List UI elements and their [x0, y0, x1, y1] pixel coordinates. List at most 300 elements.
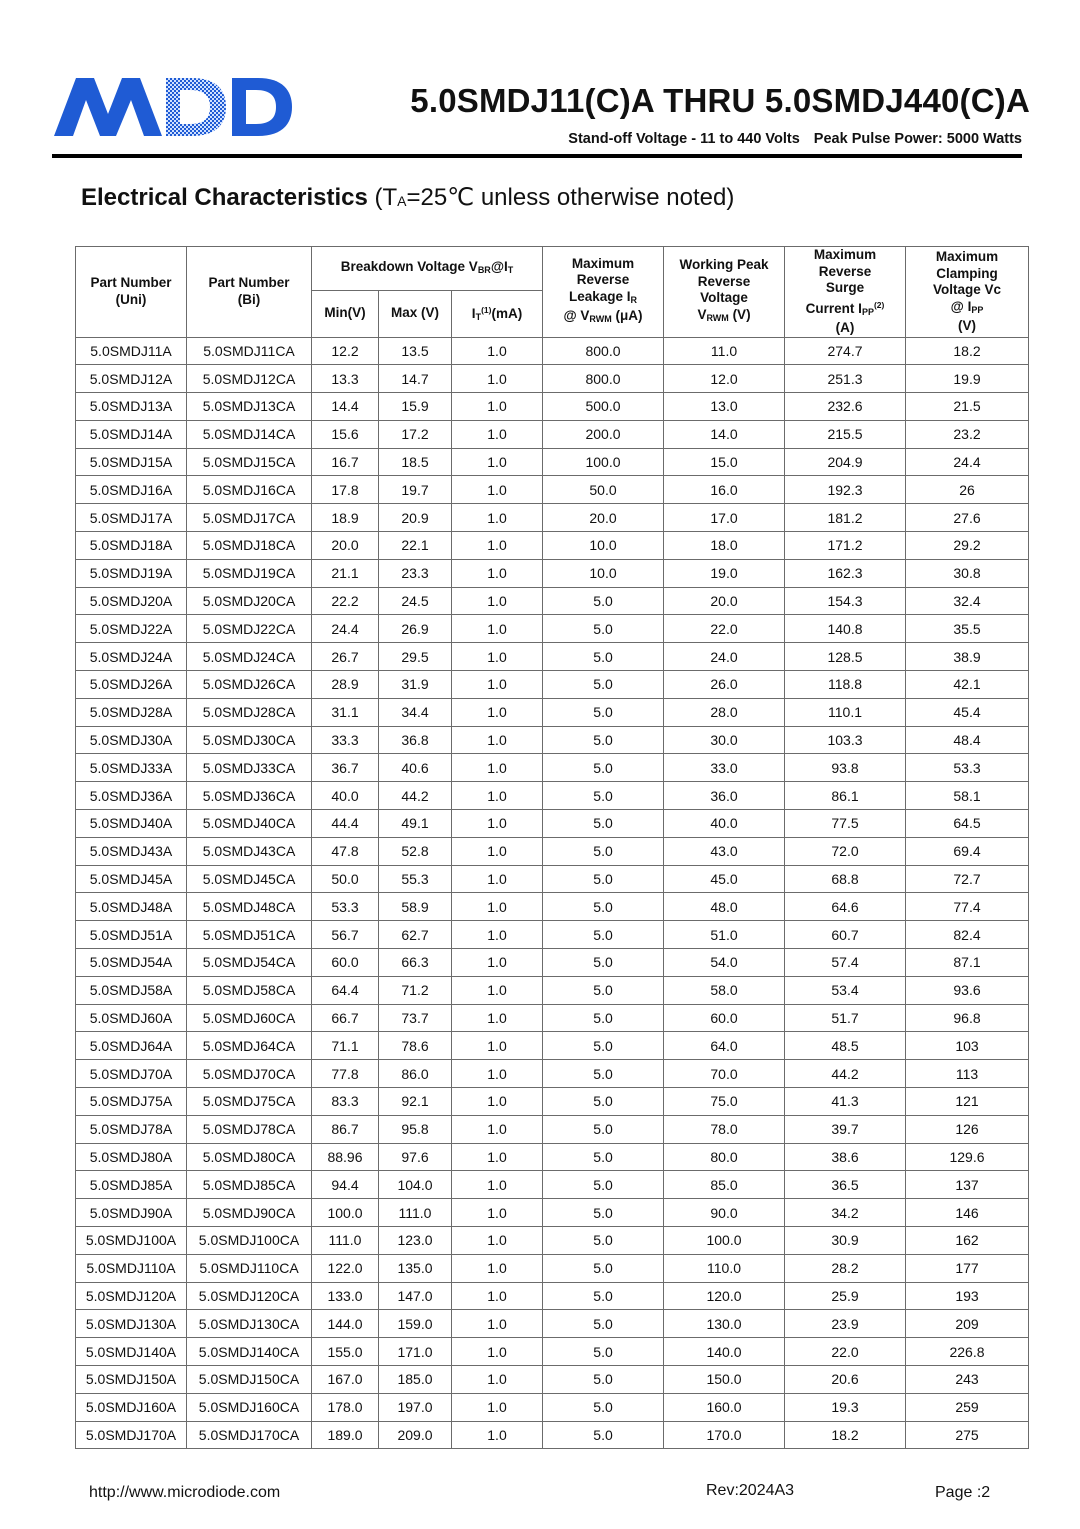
- table-row: [76, 1227, 1029, 1255]
- cell-part-bi: 5.0SMDJ80CA: [187, 1143, 312, 1171]
- cell-vbr-min: 12.2: [312, 337, 379, 365]
- cell-part-uni: 5.0SMDJ160A: [76, 1393, 187, 1421]
- cell-leakage: 100.0: [543, 448, 664, 476]
- cell-leakage: 5.0: [543, 698, 664, 726]
- cell-vbr-min: 155.0: [312, 1338, 379, 1366]
- mdd-logo: [54, 76, 294, 138]
- cell-ipp: 18.2: [785, 1421, 906, 1449]
- cell-vrwm: 33.0: [664, 754, 785, 782]
- cell-vrwm: 80.0: [664, 1143, 785, 1171]
- table-row: [76, 726, 1029, 754]
- cell-part-bi: 5.0SMDJ30CA: [187, 726, 312, 754]
- cell-ipp: 110.1: [785, 698, 906, 726]
- cell-vrwm: 110.0: [664, 1254, 785, 1282]
- cell-part-bi: 5.0SMDJ170CA: [187, 1421, 312, 1449]
- cell-part-bi: 5.0SMDJ24CA: [187, 643, 312, 671]
- cell-it: 1.0: [452, 504, 543, 532]
- cell-vc: 42.1: [906, 671, 1029, 699]
- cell-ipp: 215.5: [785, 420, 906, 448]
- footer-page-number: Page :2: [935, 1484, 991, 1501]
- cell-vbr-min: 178.0: [312, 1393, 379, 1421]
- cell-vrwm: 54.0: [664, 949, 785, 977]
- cell-it: 1.0: [452, 1393, 543, 1421]
- table-row: [76, 587, 1029, 615]
- table-row: [76, 865, 1029, 893]
- cell-vbr-max: 78.6: [379, 1032, 452, 1060]
- table-row: [76, 1365, 1029, 1393]
- table-row: [76, 365, 1029, 393]
- cell-leakage: 5.0: [543, 949, 664, 977]
- cell-ipp: 128.5: [785, 643, 906, 671]
- cell-part-bi: 5.0SMDJ18CA: [187, 532, 312, 560]
- footer-revision: Rev:2024A3: [706, 1482, 795, 1499]
- cell-part-uni: 5.0SMDJ11A: [76, 337, 187, 365]
- cell-ipp: 57.4: [785, 949, 906, 977]
- cell-vc: 32.4: [906, 587, 1029, 615]
- cell-part-uni: 5.0SMDJ48A: [76, 893, 187, 921]
- cell-part-uni: 5.0SMDJ16A: [76, 476, 187, 504]
- cell-vc: 126: [906, 1115, 1029, 1143]
- table-row: [76, 949, 1029, 977]
- cell-leakage: 5.0: [543, 865, 664, 893]
- cell-part-uni: 5.0SMDJ130A: [76, 1310, 187, 1338]
- cell-vrwm: 28.0: [664, 698, 785, 726]
- cell-part-bi: 5.0SMDJ43CA: [187, 837, 312, 865]
- cell-vbr-min: 24.4: [312, 615, 379, 643]
- cell-part-uni: 5.0SMDJ17A: [76, 504, 187, 532]
- cell-leakage: 5.0: [543, 1393, 664, 1421]
- cell-leakage: 10.0: [543, 532, 664, 560]
- cell-leakage: 200.0: [543, 420, 664, 448]
- cell-part-uni: 5.0SMDJ51A: [76, 921, 187, 949]
- cell-vbr-max: 14.7: [379, 365, 452, 393]
- cell-it: 1.0: [452, 671, 543, 699]
- cell-it: 1.0: [452, 698, 543, 726]
- document-subtitle: [568, 131, 1022, 147]
- cell-vbr-min: 64.4: [312, 976, 379, 1004]
- cell-ipp: 39.7: [785, 1115, 906, 1143]
- cell-vc: 226.8: [906, 1338, 1029, 1366]
- col-header-min: Min(V): [312, 290, 379, 337]
- table-row: [76, 1282, 1029, 1310]
- cell-vrwm: 130.0: [664, 1310, 785, 1338]
- cell-vrwm: 45.0: [664, 865, 785, 893]
- cell-it: 1.0: [452, 1171, 543, 1199]
- cell-part-uni: 5.0SMDJ54A: [76, 949, 187, 977]
- cell-vrwm: 78.0: [664, 1115, 785, 1143]
- cell-part-bi: 5.0SMDJ54CA: [187, 949, 312, 977]
- cell-part-bi: 5.0SMDJ75CA: [187, 1088, 312, 1116]
- table-row: [76, 643, 1029, 671]
- col-header-part-bi: Part Number (Bi): [187, 247, 312, 338]
- cell-vc: 38.9: [906, 643, 1029, 671]
- table-row: [76, 1171, 1029, 1199]
- section-title-main: Electrical Characteristics: [81, 184, 368, 211]
- cell-vbr-max: 49.1: [379, 810, 452, 838]
- cell-it: 1.0: [452, 837, 543, 865]
- table-row: [76, 671, 1029, 699]
- cell-it: 1.0: [452, 559, 543, 587]
- cell-vc: 259: [906, 1393, 1029, 1421]
- cell-vbr-min: 18.9: [312, 504, 379, 532]
- cell-vbr-max: 44.2: [379, 782, 452, 810]
- cell-part-uni: 5.0SMDJ170A: [76, 1421, 187, 1449]
- cell-vbr-max: 34.4: [379, 698, 452, 726]
- col-header-breakdown-voltage: Breakdown Voltage VBR@IT: [312, 247, 543, 291]
- cell-part-uni: 5.0SMDJ100A: [76, 1227, 187, 1255]
- cell-part-bi: 5.0SMDJ110CA: [187, 1254, 312, 1282]
- cell-part-uni: 5.0SMDJ140A: [76, 1338, 187, 1366]
- cell-vrwm: 48.0: [664, 893, 785, 921]
- cell-ipp: 93.8: [785, 754, 906, 782]
- cell-ipp: 53.4: [785, 976, 906, 1004]
- cell-it: 1.0: [452, 810, 543, 838]
- cell-vbr-min: 100.0: [312, 1199, 379, 1227]
- section-condition-rest: =25℃ unless otherwise noted): [406, 184, 735, 211]
- cell-it: 1.0: [452, 1310, 543, 1338]
- cell-part-uni: 5.0SMDJ33A: [76, 754, 187, 782]
- cell-part-uni: 5.0SMDJ85A: [76, 1171, 187, 1199]
- cell-vbr-max: 29.5: [379, 643, 452, 671]
- cell-ipp: 25.9: [785, 1282, 906, 1310]
- cell-vrwm: 43.0: [664, 837, 785, 865]
- cell-it: 1.0: [452, 1060, 543, 1088]
- cell-vrwm: 20.0: [664, 587, 785, 615]
- cell-part-uni: 5.0SMDJ26A: [76, 671, 187, 699]
- cell-it: 1.0: [452, 1088, 543, 1116]
- cell-vc: 26: [906, 476, 1029, 504]
- col-header-surge-current: Maximum Reverse Surge Current IPP$^{(2)}$ (A): [785, 247, 906, 338]
- cell-vbr-max: 123.0: [379, 1227, 452, 1255]
- col-header-leakage: Maximum Reverse Leakage IR @ VRWM (μA): [543, 247, 664, 338]
- cell-leakage: 5.0: [543, 810, 664, 838]
- cell-ipp: 51.7: [785, 1004, 906, 1032]
- cell-vrwm: 85.0: [664, 1171, 785, 1199]
- cell-vbr-max: 97.6: [379, 1143, 452, 1171]
- cell-vbr-max: 197.0: [379, 1393, 452, 1421]
- cell-vbr-max: 104.0: [379, 1171, 452, 1199]
- cell-leakage: 5.0: [543, 1143, 664, 1171]
- cell-vbr-min: 83.3: [312, 1088, 379, 1116]
- cell-ipp: 192.3: [785, 476, 906, 504]
- cell-vbr-min: 88.96: [312, 1143, 379, 1171]
- cell-vbr-min: 17.8: [312, 476, 379, 504]
- col-header-clamping-voltage: Maximum Clamping Voltage Vc @ IPP (V): [906, 247, 1029, 338]
- cell-vbr-min: 15.6: [312, 420, 379, 448]
- cell-part-bi: 5.0SMDJ48CA: [187, 893, 312, 921]
- cell-part-bi: 5.0SMDJ28CA: [187, 698, 312, 726]
- cell-ipp: 30.9: [785, 1227, 906, 1255]
- cell-part-uni: 5.0SMDJ40A: [76, 810, 187, 838]
- cell-part-uni: 5.0SMDJ28A: [76, 698, 187, 726]
- header-rule: [52, 154, 1022, 158]
- cell-vrwm: 26.0: [664, 671, 785, 699]
- cell-leakage: 5.0: [543, 1338, 664, 1366]
- cell-vbr-min: 77.8: [312, 1060, 379, 1088]
- cell-vbr-max: 171.0: [379, 1338, 452, 1366]
- cell-leakage: 5.0: [543, 1004, 664, 1032]
- cell-vbr-max: 52.8: [379, 837, 452, 865]
- cell-vc: 162: [906, 1227, 1029, 1255]
- cell-part-bi: 5.0SMDJ45CA: [187, 865, 312, 893]
- cell-part-bi: 5.0SMDJ140CA: [187, 1338, 312, 1366]
- cell-vbr-max: 40.6: [379, 754, 452, 782]
- cell-ipp: 23.9: [785, 1310, 906, 1338]
- cell-vbr-min: 20.0: [312, 532, 379, 560]
- cell-part-bi: 5.0SMDJ36CA: [187, 782, 312, 810]
- cell-vrwm: 30.0: [664, 726, 785, 754]
- cell-part-uni: 5.0SMDJ70A: [76, 1060, 187, 1088]
- cell-vc: 137: [906, 1171, 1029, 1199]
- cell-it: 1.0: [452, 949, 543, 977]
- table-row: [76, 337, 1029, 365]
- cell-leakage: 50.0: [543, 476, 664, 504]
- footer-url[interactable]: http://www.microdiode.com: [89, 1484, 281, 1501]
- cell-ipp: 20.6: [785, 1365, 906, 1393]
- cell-ipp: 48.5: [785, 1032, 906, 1060]
- cell-leakage: 5.0: [543, 726, 664, 754]
- table-row: [76, 1088, 1029, 1116]
- cell-vbr-max: 71.2: [379, 976, 452, 1004]
- cell-it: 1.0: [452, 1365, 543, 1393]
- cell-leakage: 5.0: [543, 1032, 664, 1060]
- table-body: [76, 337, 1029, 1449]
- cell-vrwm: 64.0: [664, 1032, 785, 1060]
- cell-leakage: 5.0: [543, 587, 664, 615]
- cell-vrwm: 40.0: [664, 810, 785, 838]
- cell-vbr-min: 28.9: [312, 671, 379, 699]
- cell-vrwm: 70.0: [664, 1060, 785, 1088]
- cell-it: 1.0: [452, 921, 543, 949]
- cell-vbr-min: 111.0: [312, 1227, 379, 1255]
- cell-part-uni: 5.0SMDJ30A: [76, 726, 187, 754]
- cell-part-bi: 5.0SMDJ78CA: [187, 1115, 312, 1143]
- cell-part-bi: 5.0SMDJ22CA: [187, 615, 312, 643]
- cell-it: 1.0: [452, 754, 543, 782]
- table-row: [76, 476, 1029, 504]
- cell-part-bi: 5.0SMDJ60CA: [187, 1004, 312, 1032]
- table-row: [76, 1338, 1029, 1366]
- cell-part-bi: 5.0SMDJ130CA: [187, 1310, 312, 1338]
- cell-vbr-min: 71.1: [312, 1032, 379, 1060]
- cell-leakage: 5.0: [543, 1171, 664, 1199]
- cell-vc: 209: [906, 1310, 1029, 1338]
- cell-ipp: 36.5: [785, 1171, 906, 1199]
- cell-ipp: 19.3: [785, 1393, 906, 1421]
- col-header-it: IT$^{(1)}$(mA): [452, 290, 543, 337]
- cell-vrwm: 24.0: [664, 643, 785, 671]
- cell-part-uni: 5.0SMDJ80A: [76, 1143, 187, 1171]
- cell-ipp: 274.7: [785, 337, 906, 365]
- cell-vc: 23.2: [906, 420, 1029, 448]
- cell-it: 1.0: [452, 1199, 543, 1227]
- cell-leakage: 5.0: [543, 671, 664, 699]
- cell-it: 1.0: [452, 976, 543, 1004]
- cell-leakage: 5.0: [543, 1115, 664, 1143]
- cell-vbr-max: 58.9: [379, 893, 452, 921]
- cell-vbr-min: 167.0: [312, 1365, 379, 1393]
- cell-it: 1.0: [452, 393, 543, 421]
- cell-leakage: 5.0: [543, 837, 664, 865]
- cell-ipp: 38.6: [785, 1143, 906, 1171]
- cell-part-bi: 5.0SMDJ15CA: [187, 448, 312, 476]
- cell-part-bi: 5.0SMDJ19CA: [187, 559, 312, 587]
- table-row: [76, 1393, 1029, 1421]
- cell-vc: 193: [906, 1282, 1029, 1310]
- table-row: [76, 615, 1029, 643]
- cell-vc: 103: [906, 1032, 1029, 1060]
- cell-vbr-max: 185.0: [379, 1365, 452, 1393]
- cell-leakage: 10.0: [543, 559, 664, 587]
- cell-vc: 275: [906, 1421, 1029, 1449]
- cell-vbr-min: 14.4: [312, 393, 379, 421]
- cell-it: 1.0: [452, 420, 543, 448]
- cell-part-uni: 5.0SMDJ64A: [76, 1032, 187, 1060]
- cell-vc: 82.4: [906, 921, 1029, 949]
- table-row: [76, 1143, 1029, 1171]
- cell-vrwm: 60.0: [664, 1004, 785, 1032]
- table-row: [76, 810, 1029, 838]
- cell-leakage: 5.0: [543, 754, 664, 782]
- table-row: [76, 504, 1029, 532]
- cell-vbr-min: 47.8: [312, 837, 379, 865]
- cell-part-uni: 5.0SMDJ36A: [76, 782, 187, 810]
- cell-it: 1.0: [452, 643, 543, 671]
- cell-vc: 243: [906, 1365, 1029, 1393]
- cell-vbr-max: 55.3: [379, 865, 452, 893]
- cell-vbr-max: 19.7: [379, 476, 452, 504]
- standoff-voltage-text: Stand-off Voltage - 11 to 440 Volts: [568, 131, 800, 147]
- cell-leakage: 800.0: [543, 365, 664, 393]
- cell-ipp: 162.3: [785, 559, 906, 587]
- cell-leakage: 5.0: [543, 1060, 664, 1088]
- cell-vbr-min: 44.4: [312, 810, 379, 838]
- cell-vbr-max: 62.7: [379, 921, 452, 949]
- cell-it: 1.0: [452, 1004, 543, 1032]
- cell-vbr-max: 17.2: [379, 420, 452, 448]
- cell-it: 1.0: [452, 615, 543, 643]
- table-row: [76, 448, 1029, 476]
- cell-vbr-min: 36.7: [312, 754, 379, 782]
- cell-vbr-max: 15.9: [379, 393, 452, 421]
- cell-leakage: 5.0: [543, 1199, 664, 1227]
- cell-part-bi: 5.0SMDJ16CA: [187, 476, 312, 504]
- cell-ipp: 44.2: [785, 1060, 906, 1088]
- cell-vbr-max: 86.0: [379, 1060, 452, 1088]
- cell-part-bi: 5.0SMDJ20CA: [187, 587, 312, 615]
- cell-vbr-min: 60.0: [312, 949, 379, 977]
- cell-part-bi: 5.0SMDJ64CA: [187, 1032, 312, 1060]
- table-row: [76, 782, 1029, 810]
- cell-vbr-min: 31.1: [312, 698, 379, 726]
- cell-leakage: 5.0: [543, 976, 664, 1004]
- cell-vbr-min: 16.7: [312, 448, 379, 476]
- electrical-characteristics-table: [75, 246, 1029, 1449]
- cell-vc: 113: [906, 1060, 1029, 1088]
- cell-vbr-max: 23.3: [379, 559, 452, 587]
- cell-ipp: 118.8: [785, 671, 906, 699]
- cell-vc: 48.4: [906, 726, 1029, 754]
- cell-vc: 146: [906, 1199, 1029, 1227]
- cell-vrwm: 18.0: [664, 532, 785, 560]
- cell-vc: 177: [906, 1254, 1029, 1282]
- cell-part-bi: 5.0SMDJ70CA: [187, 1060, 312, 1088]
- cell-part-bi: 5.0SMDJ85CA: [187, 1171, 312, 1199]
- cell-it: 1.0: [452, 365, 543, 393]
- cell-ipp: 154.3: [785, 587, 906, 615]
- cell-part-uni: 5.0SMDJ15A: [76, 448, 187, 476]
- cell-ipp: 251.3: [785, 365, 906, 393]
- table-row: [76, 532, 1029, 560]
- cell-vc: 121: [906, 1088, 1029, 1116]
- cell-leakage: 5.0: [543, 1310, 664, 1338]
- cell-vc: 18.2: [906, 337, 1029, 365]
- cell-ipp: 204.9: [785, 448, 906, 476]
- cell-it: 1.0: [452, 476, 543, 504]
- table-row: [76, 1421, 1029, 1449]
- cell-vbr-min: 53.3: [312, 893, 379, 921]
- cell-part-uni: 5.0SMDJ43A: [76, 837, 187, 865]
- cell-vc: 19.9: [906, 365, 1029, 393]
- cell-it: 1.0: [452, 1227, 543, 1255]
- cell-part-uni: 5.0SMDJ20A: [76, 587, 187, 615]
- cell-vbr-max: 13.5: [379, 337, 452, 365]
- table-row: [76, 754, 1029, 782]
- cell-vc: 69.4: [906, 837, 1029, 865]
- cell-leakage: 5.0: [543, 921, 664, 949]
- cell-part-uni: 5.0SMDJ14A: [76, 420, 187, 448]
- cell-vbr-min: 189.0: [312, 1421, 379, 1449]
- table-row: [76, 559, 1029, 587]
- cell-vbr-max: 26.9: [379, 615, 452, 643]
- cell-leakage: 500.0: [543, 393, 664, 421]
- table-row: [76, 921, 1029, 949]
- cell-vbr-min: 56.7: [312, 921, 379, 949]
- cell-vrwm: 100.0: [664, 1227, 785, 1255]
- cell-vbr-min: 122.0: [312, 1254, 379, 1282]
- cell-vbr-max: 159.0: [379, 1310, 452, 1338]
- cell-vrwm: 120.0: [664, 1282, 785, 1310]
- cell-it: 1.0: [452, 1143, 543, 1171]
- cell-vc: 72.7: [906, 865, 1029, 893]
- cell-vbr-max: 92.1: [379, 1088, 452, 1116]
- cell-vc: 129.6: [906, 1143, 1029, 1171]
- cell-it: 1.0: [452, 1115, 543, 1143]
- cell-part-uni: 5.0SMDJ13A: [76, 393, 187, 421]
- cell-ipp: 171.2: [785, 532, 906, 560]
- cell-vbr-max: 66.3: [379, 949, 452, 977]
- cell-vbr-min: 66.7: [312, 1004, 379, 1032]
- table-row: [76, 1310, 1029, 1338]
- cell-leakage: 5.0: [543, 893, 664, 921]
- cell-vc: 53.3: [906, 754, 1029, 782]
- cell-vc: 30.8: [906, 559, 1029, 587]
- cell-it: 1.0: [452, 726, 543, 754]
- cell-vrwm: 150.0: [664, 1365, 785, 1393]
- cell-vbr-min: 33.3: [312, 726, 379, 754]
- cell-vbr-max: 135.0: [379, 1254, 452, 1282]
- table-row: [76, 420, 1029, 448]
- cell-part-uni: 5.0SMDJ110A: [76, 1254, 187, 1282]
- cell-vc: 64.5: [906, 810, 1029, 838]
- cell-vbr-min: 22.2: [312, 587, 379, 615]
- cell-part-bi: 5.0SMDJ100CA: [187, 1227, 312, 1255]
- cell-leakage: 5.0: [543, 782, 664, 810]
- cell-part-bi: 5.0SMDJ12CA: [187, 365, 312, 393]
- cell-part-uni: 5.0SMDJ78A: [76, 1115, 187, 1143]
- cell-vbr-min: 13.3: [312, 365, 379, 393]
- cell-ipp: 140.8: [785, 615, 906, 643]
